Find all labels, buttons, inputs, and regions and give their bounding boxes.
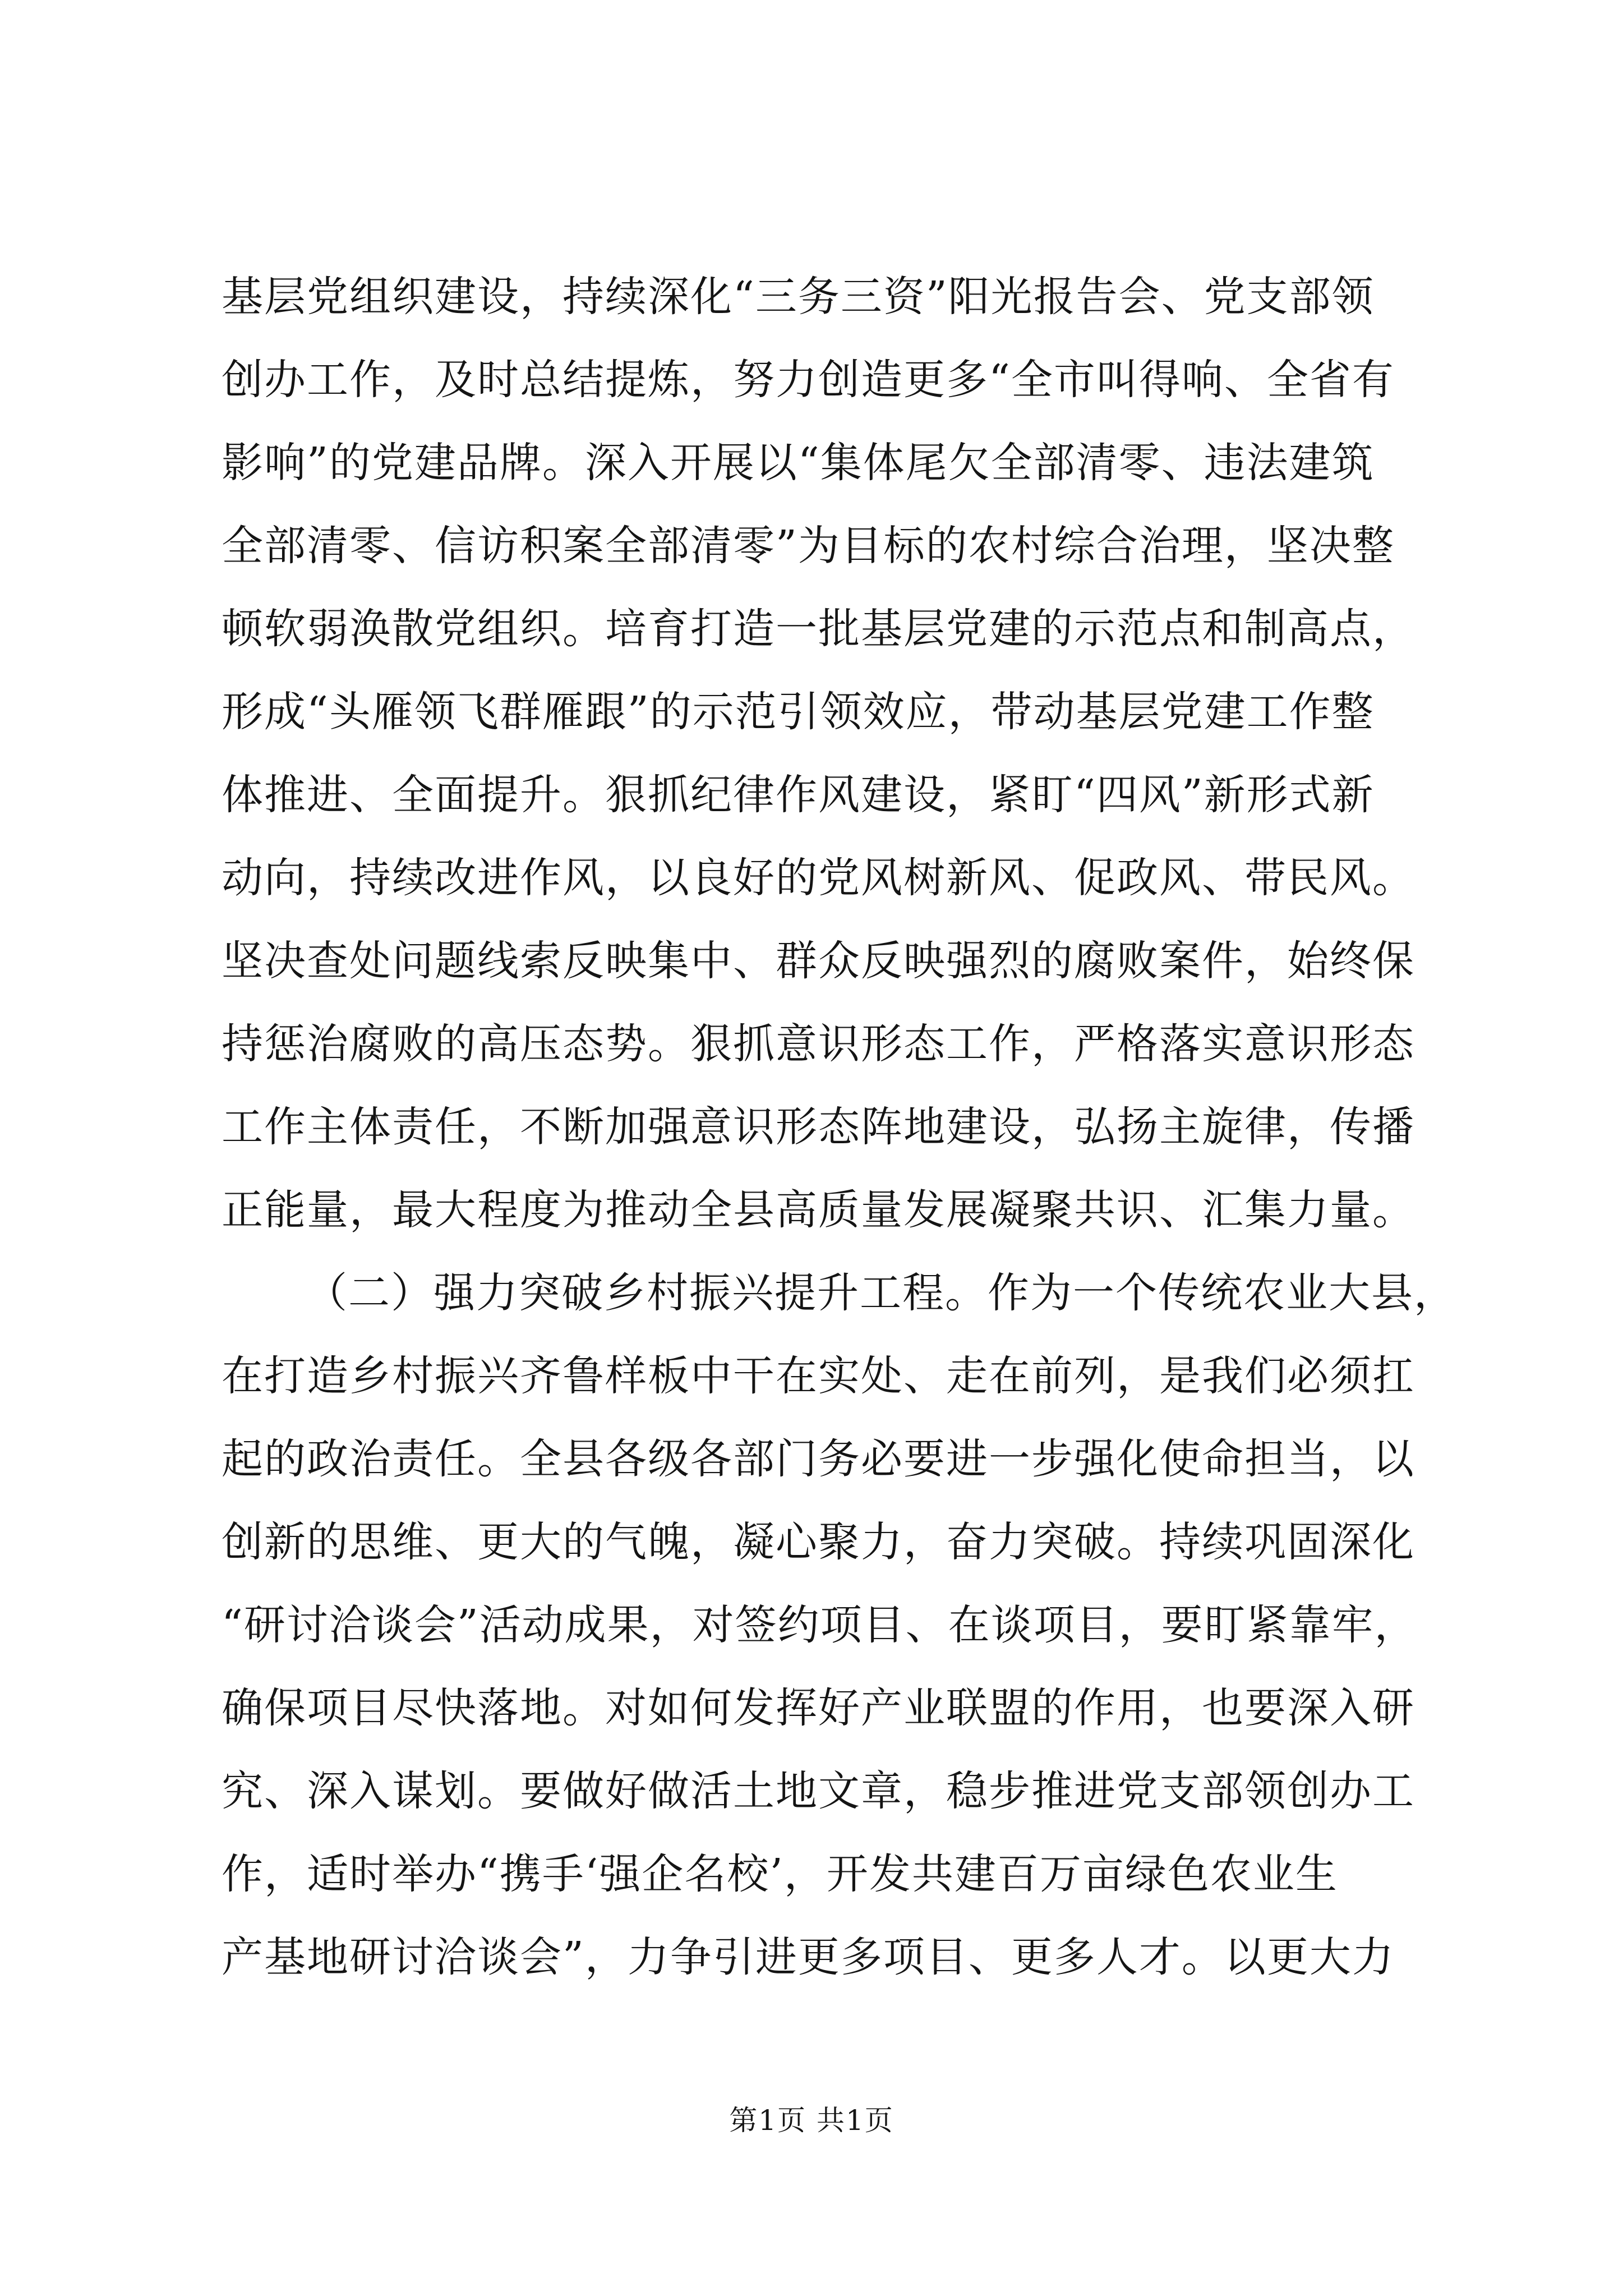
text-line: 起的政治责任。全县各级各部门务必要进一步强化使命担当，以: [222, 1435, 1415, 1483]
text-line: 确保项目尽快落地。对如何发挥好产业联盟的作用，也要深入研: [222, 1684, 1415, 1732]
text-line: 动向，持续改进作风，以良好的党风树新风、促政风、带民风。: [222, 854, 1415, 902]
page-footer: [0, 2101, 1623, 2140]
text-line: 坚决查处问题线索反映集中、群众反映强烈的腐败案件，始终保: [222, 937, 1415, 985]
text-line: 全部清零、信访积案全部清零”为目标的农村综合治理，坚决整: [222, 522, 1395, 570]
text-line: 工作主体责任，不断加强意识形态阵地建设，弘扬主旋律，传播: [222, 1103, 1415, 1151]
text-line: 正能量，最大程度为推动全县高质量发展凝聚共识、汇集力量。: [222, 1186, 1415, 1234]
text-line: 顿软弱涣散党组织。培育打造一批基层党建的示范点和制高点，: [222, 605, 1415, 653]
text-line: 体推进、全面提升。狠抓纪律作风建设，紧盯“四风”新形式新: [222, 771, 1375, 819]
text-line: “研讨洽谈会”活动成果，对签约项目、在谈项目，要盯紧靠牢，: [222, 1601, 1417, 1649]
text-line: 创新的思维、更大的气魄，凝心聚力，奋力突破。持续巩固深化: [222, 1518, 1415, 1566]
text-line: 产基地研讨洽谈会”，力争引进更多项目、更多人才。以更大力: [222, 1933, 1395, 1981]
document-body: [222, 255, 1455, 1999]
text-line: 影响”的党建品牌。深入开展以“集体尾欠全部清零、违法建筑: [222, 439, 1375, 487]
section-heading-line: （二）强力突破乡村振兴提升工程。作为一个传统农业大县，: [306, 1269, 1456, 1317]
text-line: 持惩治腐败的高压态势。狠抓意识形态工作，严格落实意识形态: [222, 1020, 1415, 1068]
text-line: 究、深入谋划。要做好做活土地文章，稳步推进党支部领创办工: [222, 1767, 1415, 1815]
text-line: 作，适时举办“携手‘强企名校’，开发共建百万亩绿色农业生: [222, 1850, 1338, 1898]
text-line: 基层党组织建设，持续深化“三务三资”阳光报告会、党支部领: [222, 273, 1375, 321]
text-line: 在打造乡村振兴齐鲁样板中干在实处、走在前列，是我们必须扛: [222, 1352, 1415, 1400]
page-number: 第1页 共1页: [729, 2104, 894, 2137]
text-line: 形成“头雁领飞群雁跟”的示范引领效应，带动基层党建工作整: [222, 688, 1375, 736]
text-line: 创办工作，及时总结提炼，努力创造更多“全市叫得响、全省有: [222, 356, 1395, 404]
